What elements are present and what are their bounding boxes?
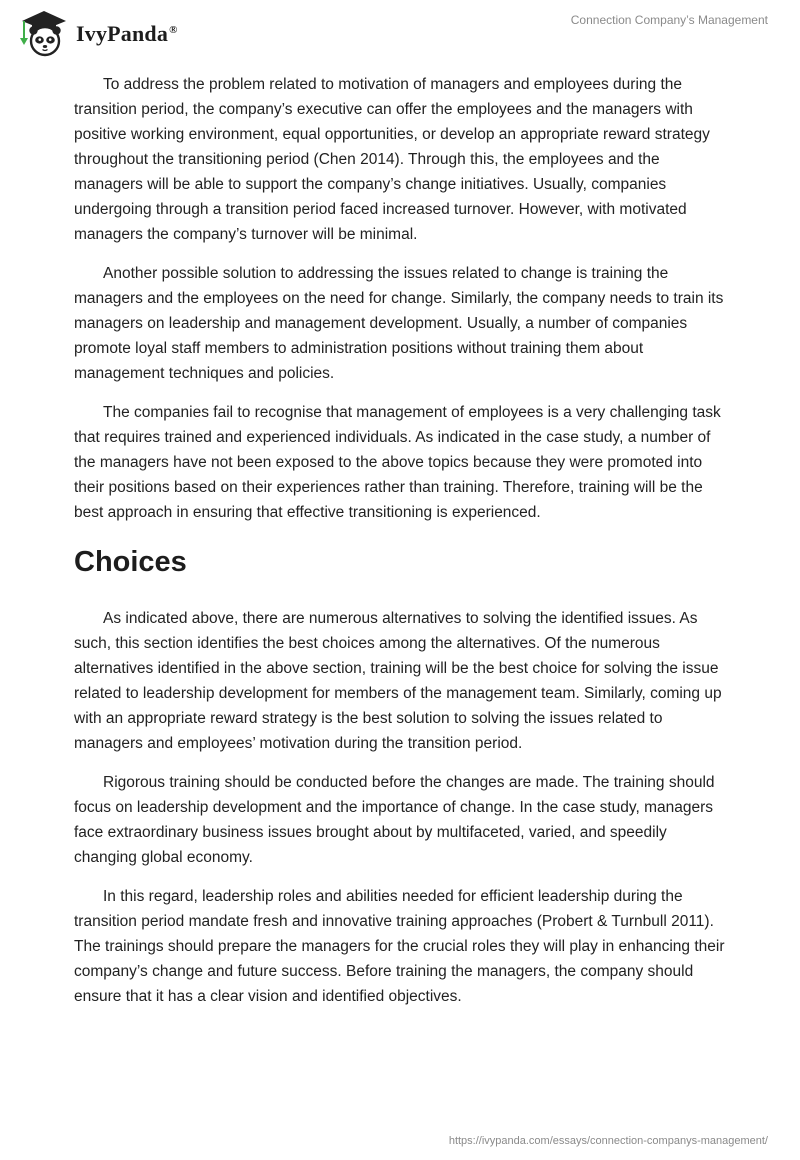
paragraph: The companies fail to recognise that management of employees is a very challenging task that requires trained and experienced individuals. As indicated in the case study, a number of the managers have not been exposed to the above topics because they were promoted into their positions based on their experiences rather than training. Therefore, training will be the best approach in ensuring that effective transitioning is experienced.: [74, 404, 721, 521]
panda-logo-icon: [14, 8, 72, 58]
source-url: https://ivypanda.com/essays/connection-companys-management/: [448, 1135, 768, 1147]
registered-mark: ®: [169, 23, 178, 36]
paragraph: Rigorous training should be conducted before the changes are made. The training should focus on leadership development and the importance of change. In the case study, managers face extraordinary business issues brought about by multifaceted, varied, and speedily changing global economy.: [74, 774, 715, 866]
logo-text: IvyPanda: [76, 21, 169, 46]
essay-content: [74, 72, 730, 1023]
paragraph: As indicated above, there are numerous alternatives to solving the identified issues. As such, this section identifies the best choices among the alternatives. Of the numerous alternatives identified in the above section, training will be the best choice for solving the issue related to leadership development for members of the management team. Similarly, coming up with an appropriate reward strategy is the best solution to solving the issues related to managers and employees’ motivation during the transition period.: [74, 610, 722, 752]
page-header: [0, 0, 800, 60]
paragraph: In this regard, leadership roles and abilities needed for efficient leadership during the transition period mandate fresh and innovative training approaches (Probert & Turnbull 2011). The trainings should prepare the managers for the crucial roles they will play in enhancing their company’s change and future success. Before training the managers, the company should ensure that it has a clear vision and identified objectives.: [74, 888, 725, 1005]
paragraph: Another possible solution to addressing the issues related to change is training the managers and the employees on the need for change. Similarly, the company needs to train its managers on leadership and management development. Usually, a number of companies promote loyal staff members to administration positions without training them about management techniques and policies.: [74, 265, 724, 382]
running-title: Connection Company’s Management: [570, 13, 768, 27]
logo-wordmark: [76, 21, 178, 47]
section-heading-choices: Choices: [74, 546, 187, 578]
ivypanda-logo[interactable]: [14, 8, 178, 58]
paragraph: To address the problem related to motivation of managers and employees during the transition period, the company’s executive can offer the employees and the managers with positive working environment, equal opportunities, or develop an appropriate reward strategy throughout the transitioning period (Chen 2014). Through this, the employees and the managers will be able to support the company’s change initiatives. Usually, companies undergoing through a transition period faced increased turnover. However, with motivated managers the company’s turnover will be minimal.: [74, 76, 710, 243]
